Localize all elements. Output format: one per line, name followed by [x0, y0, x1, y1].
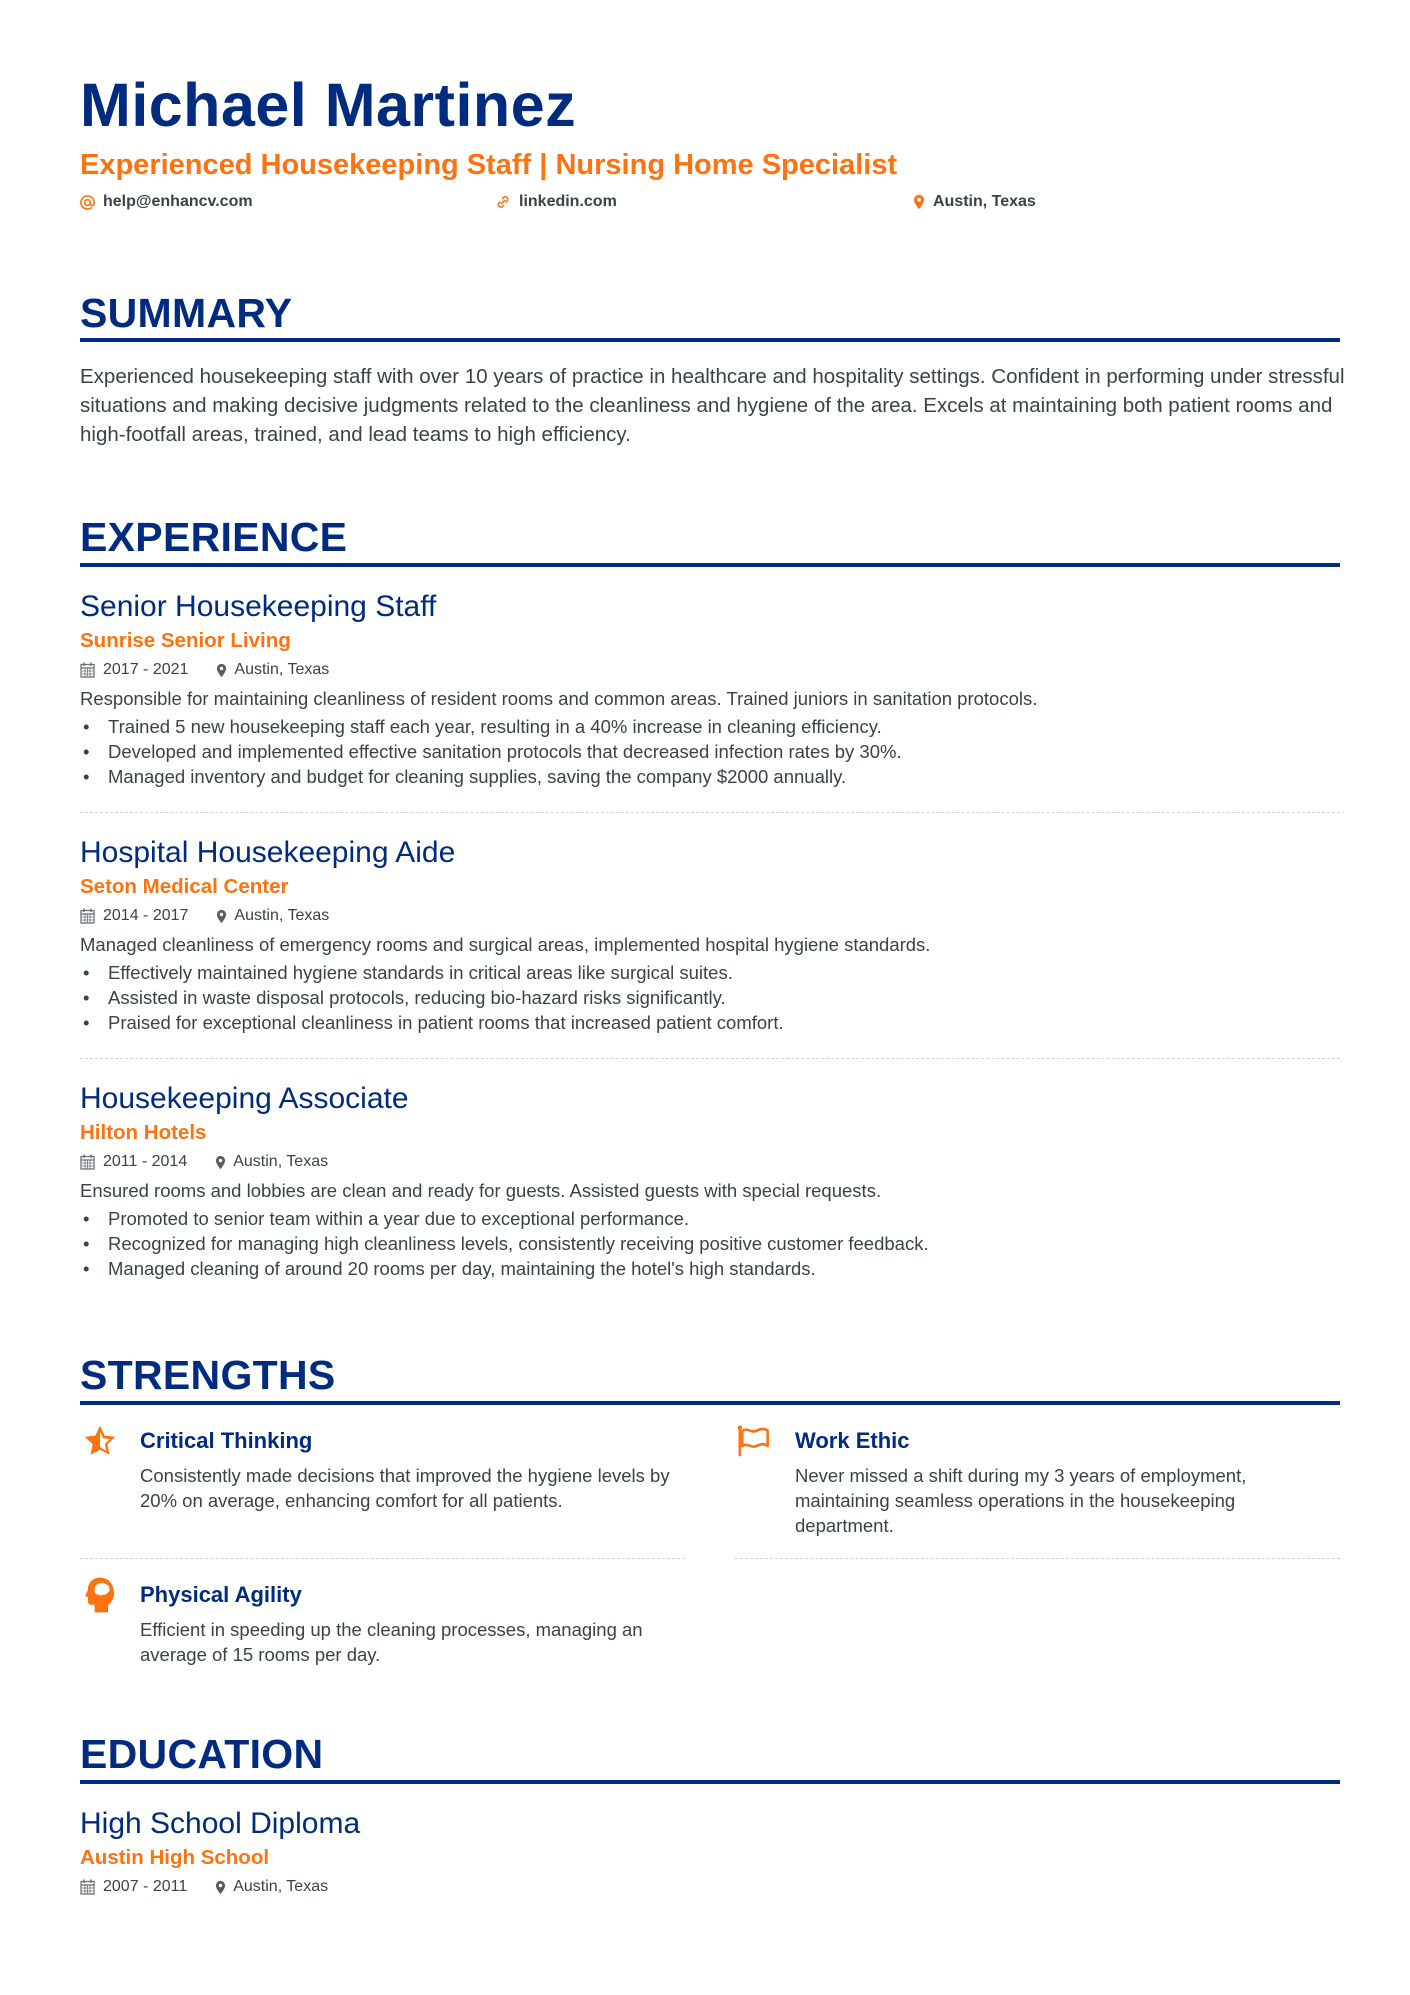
job-meta [80, 659, 1340, 681]
flag-icon [735, 1421, 775, 1461]
contact-linkedin[interactable] [495, 193, 617, 211]
strength-item [80, 1575, 680, 1685]
map-pin-icon [216, 909, 227, 924]
map-pin-icon [215, 1155, 226, 1170]
job-dates: 2017 - 2021 [103, 661, 189, 678]
experience-rule [80, 563, 1340, 567]
strength-title: Critical Thinking [140, 1428, 313, 1453]
calendar-icon [80, 1154, 95, 1170]
item-divider [80, 1058, 1340, 1059]
job-title: Hospital Housekeeping Aide [80, 836, 456, 869]
calendar-icon [80, 908, 95, 924]
job-dates: 2011 - 2014 [103, 1153, 188, 1170]
job-bullet: • Promoted to senior team within a year due to exceptional performance. [80, 1206, 1340, 1231]
job-company: Hilton Hotels [80, 1121, 207, 1144]
job-bullet: • Managed cleaning of around 20 rooms per day, maintaining the hotel's high standards. [80, 1256, 1340, 1281]
job-description: Managed cleanliness of emergency rooms and surgical areas, implemented hospital hygiene standards. [80, 934, 931, 955]
strength-item [735, 1421, 1340, 1541]
item-divider [80, 1558, 685, 1559]
strength-description: Efficient in speeding up the cleaning processes, managing an average of 15 rooms per day. [140, 1619, 643, 1665]
contact-email-label: help@enhancv.com [103, 193, 253, 210]
job-title: Senior Housekeeping Staff [80, 590, 437, 623]
contact-bar [80, 193, 1340, 217]
education-location: Austin, Texas [233, 1878, 329, 1895]
education-item [80, 1806, 1340, 1898]
star-icon [80, 1421, 120, 1461]
experience-item [80, 589, 1340, 789]
map-pin-icon [215, 1880, 226, 1895]
summary-rule [80, 338, 1340, 342]
education-school: Austin High School [80, 1846, 270, 1869]
strengths-rule [80, 1401, 1340, 1405]
job-bullet: • Effectively maintained hygiene standards in critical areas like surgical suites. [80, 960, 1340, 985]
strength-description: Consistently made decisions that improved the hygiene levels by 20% on average, enhancing comfort for all patients. [140, 1465, 670, 1511]
education-heading: EDUCATION [80, 1731, 324, 1777]
job-bullet: • Trained 5 new housekeeping staff each year, resulting in a 40% increase in cleaning efficiency. [80, 714, 1340, 739]
contact-email[interactable] [80, 193, 253, 211]
job-company: Sunrise Senior Living [80, 629, 291, 652]
contact-linkedin-label: linkedin.com [519, 193, 617, 210]
candidate-headline: Experienced Housekeeping Staff | Nursing Home Specialist [80, 149, 898, 181]
summary-heading: SUMMARY [80, 290, 293, 336]
job-bullets [80, 960, 1340, 1035]
education-degree: High School Diploma [80, 1807, 361, 1840]
summary-text: Experienced housekeeping staff with over 10 years of practice in healthcare and hospitality settings. Confident in performing under stressful situations and making decisive judgments related to the cleanliness and hygiene of the area. Excels at maintaining both patient rooms and high-footfall areas, trained, and lead teams to high efficiency. [80, 365, 1345, 446]
job-bullets [80, 714, 1340, 789]
job-meta [80, 905, 1340, 927]
experience-heading: EXPERIENCE [80, 514, 348, 560]
job-bullet: • Praised for exceptional cleanliness in patient rooms that increased patient comfort. [80, 1010, 1340, 1035]
calendar-icon [80, 1879, 95, 1895]
item-divider [80, 812, 1340, 813]
job-meta [80, 1151, 1340, 1173]
contact-location-label: Austin, Texas [933, 193, 1036, 210]
education-dates: 2007 - 2011 [103, 1878, 188, 1895]
job-description: Responsible for maintaining cleanliness of resident rooms and common areas. Trained juniors in sanitation protocols. [80, 688, 1038, 709]
education-rule [80, 1780, 1340, 1784]
job-title: Housekeeping Associate [80, 1082, 409, 1115]
map-pin-icon [913, 194, 925, 210]
strength-title: Physical Agility [140, 1582, 302, 1607]
job-location: Austin, Texas [234, 661, 330, 678]
map-pin-icon [216, 663, 227, 678]
job-bullet: • Recognized for managing high cleanliness levels, consistently receiving positive customer feedback. [80, 1231, 1340, 1256]
at-icon [80, 195, 95, 210]
item-divider [735, 1558, 1340, 1559]
education-meta [80, 1876, 1340, 1898]
job-bullets [80, 1206, 1340, 1281]
strengths-heading: STRENGTHS [80, 1352, 336, 1398]
strength-title: Work Ethic [795, 1428, 910, 1453]
brain-head-icon [80, 1575, 120, 1615]
strength-item [80, 1421, 680, 1541]
job-location: Austin, Texas [234, 907, 330, 924]
calendar-icon [80, 662, 95, 678]
job-company: Seton Medical Center [80, 875, 289, 898]
job-bullet: • Managed inventory and budget for cleaning supplies, saving the company $2000 annually. [80, 764, 1340, 789]
experience-item [80, 835, 1340, 1035]
job-description: Ensured rooms and lobbies are clean and ready for guests. Assisted guests with special requests. [80, 1180, 882, 1201]
job-bullet: • Assisted in waste disposal protocols, reducing bio-hazard risks significantly. [80, 985, 1340, 1010]
job-location: Austin, Texas [233, 1153, 329, 1170]
job-dates: 2014 - 2017 [103, 907, 189, 924]
experience-item [80, 1081, 1340, 1281]
contact-location [913, 193, 1036, 211]
link-icon [495, 194, 511, 210]
candidate-name: Michael Martinez [80, 71, 577, 139]
strength-description: Never missed a shift during my 3 years of employment, maintaining seamless operations in the housekeeping department. [795, 1465, 1247, 1536]
job-bullet: • Developed and implemented effective sanitation protocols that decreased infection rates by 30%. [80, 739, 1340, 764]
